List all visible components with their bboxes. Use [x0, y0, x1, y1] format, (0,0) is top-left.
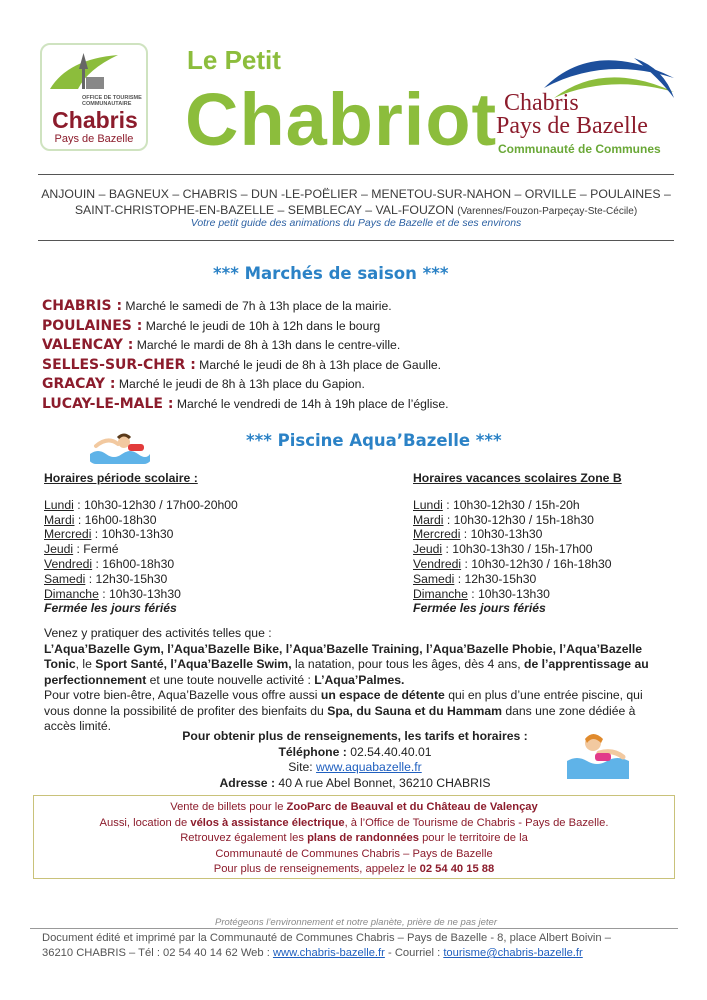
swimmer-icon	[88, 428, 152, 464]
hours-row: Jeudi : 10h30-13h30 / 15h-17h00	[413, 542, 593, 557]
communes-line-2: SAINT-CHRISTOPHE-EN-BAZELLE – SEMBLECAY – VAL-FOUZON (Varennes/Fouzon-Parpeçay-Ste-Cécile)	[74, 203, 638, 217]
pool-website-link[interactable]: www.aquabazelle.fr	[316, 760, 422, 774]
market-item: VALENCAY : Marché le mardi de 8h à 13h dans le centre-ville.	[42, 337, 401, 354]
newsletter-title-prefix: Le Petit	[187, 45, 281, 75]
community-logo-line1: Chabris	[504, 90, 579, 116]
hours-row: Lundi : 10h30-12h30 / 15h-20h	[413, 497, 580, 512]
hours-row: Mercredi : 10h30-13h30	[44, 527, 174, 542]
hours-row: Mardi : 16h00-18h30	[44, 512, 157, 527]
market-item: LUCAY-LE-MALE : Marché le vendredi de 14h à 19h place de l’église.	[42, 395, 449, 412]
header-divider	[38, 174, 674, 175]
contact-site: Site: www.aquabazelle.fr	[288, 760, 422, 774]
community-logo-line3: Communauté de Communes	[498, 142, 661, 156]
footer-divider	[30, 928, 678, 929]
hours-row: Vendredi : 16h00-18h30	[44, 556, 175, 571]
contact-address: Adresse : 40 A rue Abel Bonnet, 36210 CHABRIS	[219, 775, 491, 790]
info-line: Aussi, location de vélos à assistance électrique, à l’Office de Tourisme de Chabris - Pays de Bazelle.	[99, 816, 609, 829]
tourism-office-logo	[40, 43, 148, 151]
wellness-text: Pour votre bien-être, Aqua’Bazelle vous offre aussi un espace de détente qui en plus d’une entrée piscine, qui vous donne la possibilité de profiter des bienfaits du Spa, du Sauna et du Hammam dans une zone dédiée à accès limité.	[44, 688, 643, 733]
newsletter-title: Chabriot	[185, 78, 498, 161]
hours-row: Dimanche : 10h30-13h30	[44, 586, 181, 601]
activities-intro: Venez y pratiquer des activités telles que :	[44, 626, 272, 640]
contact-intro: Pour obtenir plus de renseignements, les tarifs et horaires :	[182, 729, 528, 743]
hours-row: Mardi : 10h30-12h30 / 15h-18h30	[413, 512, 594, 527]
footer-line-2: 36210 CHABRIS – Tél : 02 54 40 14 62 Web : www.chabris-bazelle.fr - Courriel : tourisme@chabris-bazelle.fr	[42, 947, 583, 959]
hours-row: Mercredi : 10h30-13h30	[413, 527, 543, 542]
markets-title: *** Marchés de saison ***	[213, 264, 449, 283]
footer-text	[42, 931, 672, 961]
market-item: GRACAY : Marché le jeudi de 8h à 13h place du Gapion.	[42, 376, 365, 393]
hours-row: Samedi : 12h30-15h30	[44, 571, 168, 586]
info-line: Retrouvez également les plans de randonnées pour le territoire de la	[180, 832, 528, 845]
community-logo-line2: Pays de Bazelle	[496, 113, 648, 139]
school-hours	[44, 471, 384, 616]
church-logo-icon	[48, 51, 138, 91]
market-item: POULAINES : Marché le jeudi de 10h à 12h dans le bourg	[42, 317, 381, 334]
tourism-office-label: OFFICE DE TOURISME COMMUNAUTAIRE	[82, 95, 142, 107]
footer-line-1: Document édité et imprimé par la Communauté de Communes Chabris – Pays de Bazelle - 8, place Albert Boivin –	[42, 932, 611, 944]
hours-row: Lundi : 10h30-12h30 / 17h00-20h00	[44, 497, 238, 512]
communes-line-1: ANJOUIN – BAGNEUX – CHABRIS – DUN -LE-POËLIER – MENETOU-SUR-NAHON – ORVILLE – POULAINES –	[41, 187, 671, 201]
market-item: SELLES-SUR-CHER : Marché le jeudi de 8h à 13h place de Gaulle.	[42, 356, 442, 373]
eco-notice: Protégeons l’environnement et notre planète, prière de ne pas jeter	[214, 917, 497, 928]
email-link[interactable]: tourisme@chabris-bazelle.fr	[443, 947, 583, 959]
school-hours-header: Horaires période scolaire :	[44, 471, 198, 485]
hours-row: Vendredi : 10h30-12h30 / 16h-18h30	[413, 556, 612, 571]
pool-title: *** Piscine Aqua’Bazelle ***	[246, 431, 502, 450]
closed-note: Fermée les jours fériés	[44, 601, 177, 616]
holiday-hours	[413, 471, 683, 616]
swimmer-girl-icon	[565, 727, 631, 779]
tourism-info-box	[33, 795, 675, 879]
market-item: CHABRIS : Marché le samedi de 7h à 13h place de la mairie.	[42, 298, 392, 314]
community-logo	[494, 48, 679, 160]
website-link[interactable]: www.chabris-bazelle.fr	[272, 947, 385, 959]
tagline: Votre petit guide des animations du Pays de Bazelle et de ses environs	[190, 217, 522, 229]
markets-list	[42, 298, 682, 416]
contact-phone: Téléphone : 02.54.40.40.01	[278, 744, 432, 759]
communes-list	[38, 186, 674, 220]
holiday-hours-header: Horaires vacances scolaires Zone B	[413, 471, 622, 485]
info-line: Communauté de Communes Chabris – Pays de Bazelle	[215, 847, 493, 860]
activities-list: L’Aqua’Bazelle Gym, l’Aqua’Bazelle Bike, l’Aqua’Bazelle Training, l’Aqua’Bazelle Phobie, l’Aqua’Bazelle Tonic, le Sport Santé, l’Aqua’Bazelle Swim, la natation, pour tous les âges, dès 4 ans, de l’apprentissage au perfectionnement et une toute nouvelle activité : L’Aqua’Palmes.	[44, 641, 649, 687]
logo-brand-text: Chabris	[52, 107, 138, 133]
info-line: Vente de billets pour le ZooParc de Beauval et du Château de Valençay	[170, 801, 538, 813]
hours-row: Dimanche : 10h30-13h30	[413, 586, 550, 601]
tagline-divider	[38, 240, 674, 241]
logo-subtitle-text: Pays de Bazelle	[54, 133, 134, 145]
activities-paragraph	[44, 626, 666, 735]
closed-note: Fermée les jours fériés	[413, 601, 546, 616]
info-line: Pour plus de renseignements, appelez le 02 54 40 15 88	[213, 863, 495, 876]
hours-row: Jeudi : Fermé	[44, 542, 119, 557]
hours-row: Samedi : 12h30-15h30	[413, 571, 537, 586]
